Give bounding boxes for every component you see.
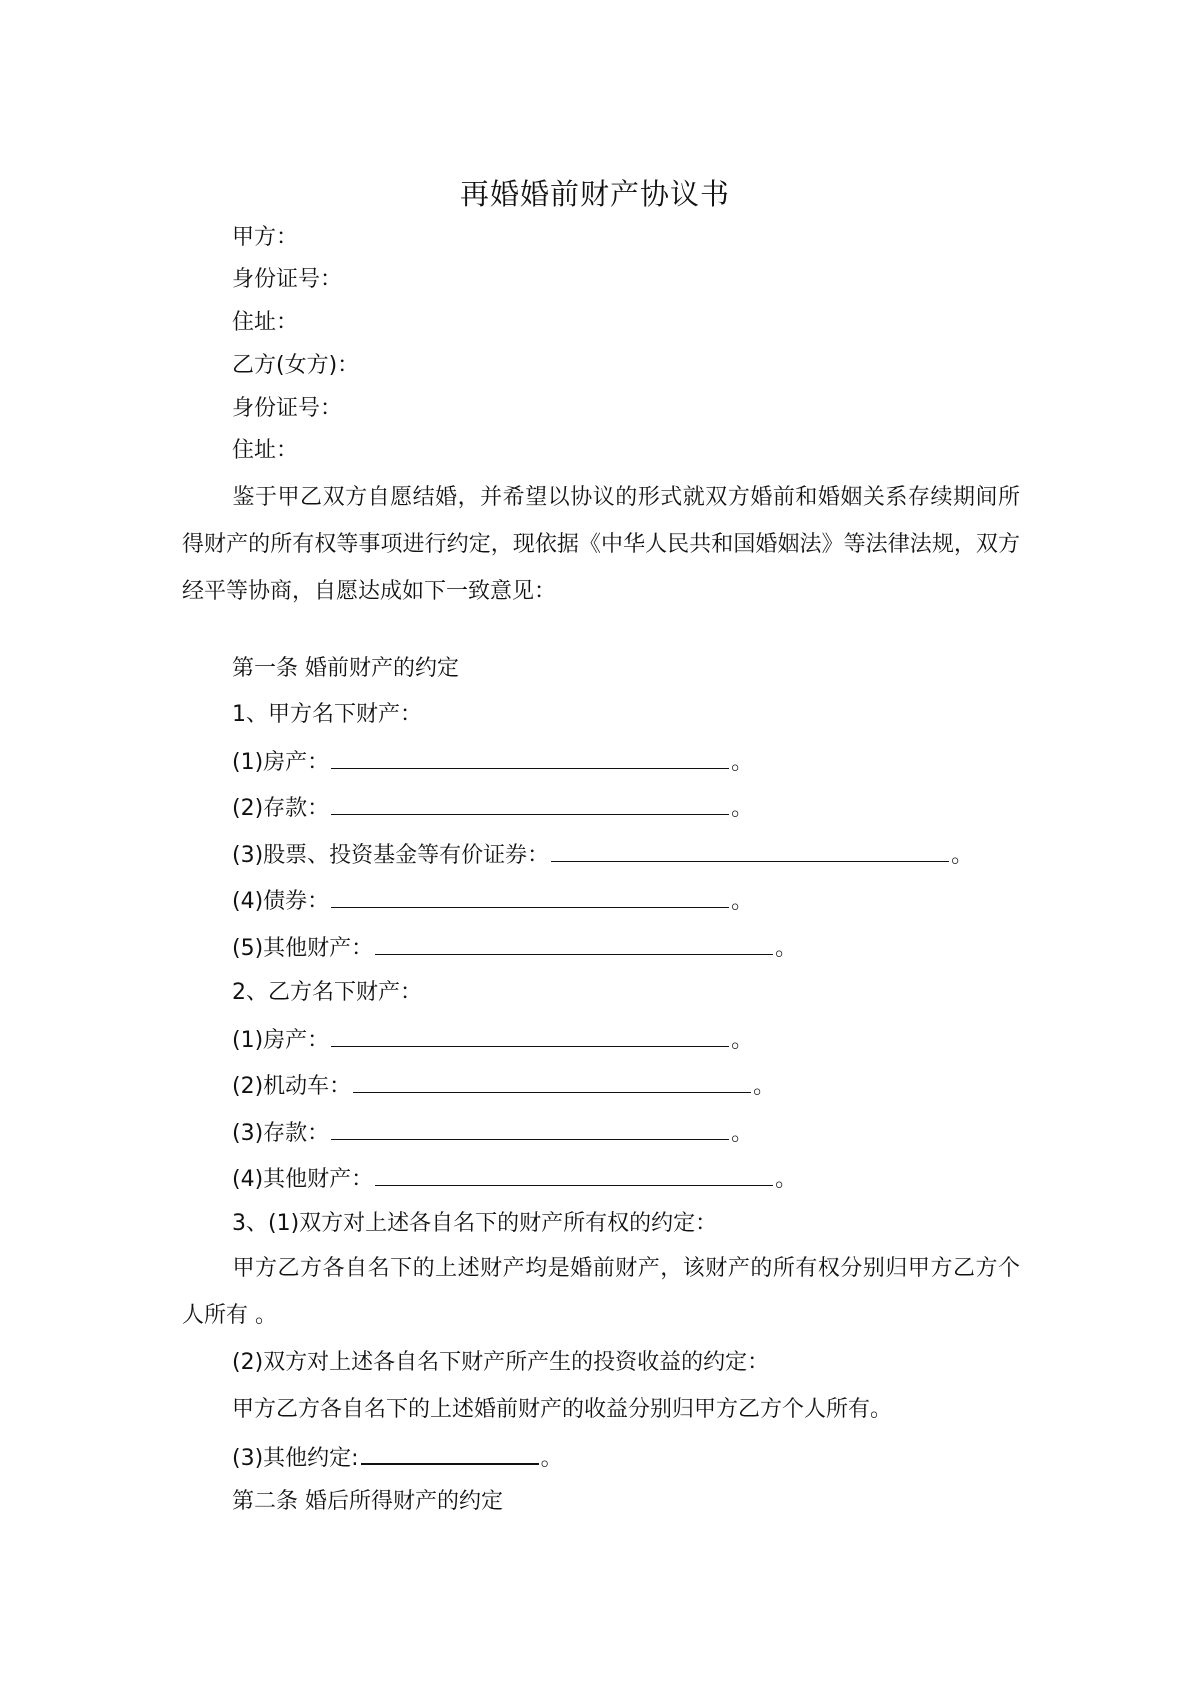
fill-blank (331, 1117, 729, 1140)
party-b-item-vehicle: (2)机动车： 。 (232, 1070, 775, 1102)
fill-blank (551, 839, 949, 862)
preamble-paragraph (182, 474, 1020, 615)
ownership-agreement-heading: 3、(1)双方对上述各自名下的财产所有权的约定： (232, 1211, 718, 1236)
preamble-text: 鉴于甲乙双方自愿结婚，并希望以协议的形式就双方婚前和婚姻关系存续期间所得财产的所有权等事项进行约定，现依据《中华人民共和国婚姻法》等法律法规，双方经平等协商，自愿达成如下一致意见： (182, 485, 1020, 604)
income-agreement-text: 甲方乙方各自名下的上述婚前财产的收益分别归甲方乙方个人所有。 (232, 1397, 893, 1422)
fill-blank (331, 885, 729, 908)
fill-blank (353, 1070, 751, 1093)
document-title: 再婚婚前财产协议书 (459, 177, 730, 211)
party-a-item-deposit: (2)存款： 。 (232, 792, 753, 824)
party-b-name-label: 乙方(女方)： (232, 353, 360, 378)
party-a-item-other: (5)其他财产： 。 (232, 932, 797, 964)
party-b-address-label: 住址： (232, 438, 299, 463)
fill-blank (361, 1441, 539, 1465)
party-b-assets-heading: 2、乙方名下财产： (232, 980, 422, 1005)
ownership-paragraph (182, 1245, 1020, 1339)
fill-blank (331, 792, 729, 815)
party-a-assets-heading: 1、甲方名下财产： (232, 702, 422, 727)
party-a-id-label: 身份证号： (232, 267, 343, 292)
fill-blank (375, 932, 773, 955)
fill-blank (331, 1024, 729, 1047)
party-b-item-deposit: (3)存款： 。 (232, 1117, 753, 1149)
party-a-name-label: 甲方： (232, 225, 299, 250)
party-b-item-other: (4)其他财产： 。 (232, 1163, 797, 1195)
party-a-item-securities: (3)股票、投资基金等有价证券： 。 (232, 839, 973, 871)
article2-heading: 第二条 婚后所得财产的约定 (232, 1489, 503, 1514)
ownership-text: 甲方乙方各自名下的上述财产均是婚前财产，该财产的所有权分别归甲方乙方个人所有 。 (182, 1256, 1020, 1328)
other-agreement: (3)其他约定: 。 (232, 1441, 563, 1474)
article1-heading: 第一条 婚前财产的约定 (232, 656, 459, 681)
party-a-item-bonds: (4)债券： 。 (232, 885, 753, 917)
party-b-id-label: 身份证号： (232, 396, 343, 421)
fill-blank (331, 746, 729, 769)
income-agreement-heading: (2)双方对上述各自名下财产所产生的投资收益的约定： (232, 1350, 770, 1375)
party-a-item-house: (1)房产： 。 (232, 746, 753, 778)
party-a-address-label: 住址： (232, 310, 299, 335)
fill-blank (375, 1163, 773, 1186)
party-b-item-house: (1)房产： 。 (232, 1024, 753, 1056)
